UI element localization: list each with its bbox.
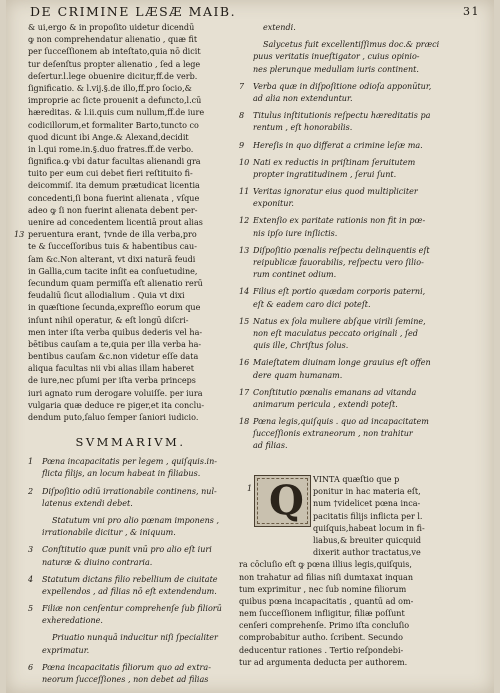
summary-line: ad filias. xyxy=(253,441,288,451)
body-text-line: in Gallia,cum tacite inſit ea conſuetudine, xyxy=(28,266,198,276)
summary-number: 17 xyxy=(239,387,250,397)
summary-line: dere quam humanam. xyxy=(253,370,343,380)
summary-number: 16 xyxy=(239,358,250,368)
summary-line: flicta filijs, an locum habeat in filiabus. xyxy=(42,469,201,479)
question-line: cenſeri comprehenſe. Primo iſta concluſio xyxy=(239,621,410,631)
body-text-line: concedenti,ſi bona fuerint alienata , vſque xyxy=(28,193,200,203)
summary-line: rentum , eſt honorabilis. xyxy=(253,123,353,133)
summary-line: puus veritatis inueſtigator , cuius opinio- xyxy=(253,52,420,62)
summary-line: quis ille, Chriſtus ſolus. xyxy=(253,341,349,351)
body-text-line: feudaliū ſicut allodialium . Quia vt dixi xyxy=(28,291,185,301)
summary-line: 15 Natus ex ſola muliere abſque virili ſemine, xyxy=(239,316,483,328)
summary-line: latenus extendi debet. xyxy=(42,498,133,508)
body-text-line: quod dicunt ibi Ange.& Alexand,decidit xyxy=(28,132,189,142)
question-line: num †videlicet pœna inca- xyxy=(313,499,421,509)
body-text-line: uenire ad concedentem licentiā prout alias xyxy=(28,218,203,227)
question-line: ponitur in hac materia eſt, xyxy=(313,487,421,497)
question-line: liabus,& breuiter quicquid xyxy=(313,535,422,545)
summary-number: 3 xyxy=(28,545,34,555)
body-text-line: ſecundum quam permiſſa eſt alienatio rerū xyxy=(28,278,203,288)
summary-line: 12 Extenſio ex paritate rationis non fit in pœ- xyxy=(239,215,483,227)
body-text-line: & ui,ergo & in propoſito uidetur dicendū xyxy=(28,23,195,32)
summary-line: propter ingratitudinem , ſerui ſunt. xyxy=(253,169,397,179)
body-text-line: vulgaria quæ deduce re piger,et ita conclu- xyxy=(28,400,205,410)
body-text-line: aliqua facultas nii vbi alias illam haberet xyxy=(28,364,194,374)
summary-line: 16 Maieſtatem diuinam longe grauius eſt offen xyxy=(239,357,483,369)
summary-line: 7 Verba quæ in diſpoſitione odioſa apponūtur, xyxy=(239,81,483,93)
summary-number: 11 xyxy=(239,187,250,197)
summary-number: 2 xyxy=(28,486,34,496)
summary-number: 7 xyxy=(239,81,245,91)
right-column xyxy=(239,22,483,458)
summary-line: 1 Pœna incapacitatis per legem , quiſquis.in- xyxy=(28,456,233,468)
summary-number: 10 xyxy=(239,157,250,167)
body-text-line: ſignifica.ꝙ vbi datur facultas alienandi gra xyxy=(28,157,201,167)
body-text-line: ſignificatio. & l.vij.§.de illo,ff.pro ſocio,& xyxy=(28,83,192,93)
body-text-line: te & ſucceſſoribus tuis & habentibus cau- xyxy=(28,242,197,252)
page-number: 31 xyxy=(463,5,480,18)
body-text-line: iuri agnato rum derogare voluiſſe. per iura xyxy=(28,388,203,398)
question-line: tur ad argumenta deducta per authorem. xyxy=(239,657,408,667)
question-text xyxy=(239,474,483,669)
margin-number: 13 xyxy=(14,230,25,240)
question-line: quibus pœna incapacitatis , quantū ad om- xyxy=(239,596,414,606)
body-text-line: in quæſtione ſecunda,expreſſio eorum que xyxy=(28,303,201,313)
summary-number: 6 xyxy=(28,662,34,672)
initial-letter: Q xyxy=(269,477,304,524)
question-line: quiſquis,habeat locum in fi- xyxy=(313,523,425,533)
body-text-line: 13 peruentura erant, †vnde de illa verba,pro xyxy=(28,229,233,241)
summary-number: 9 xyxy=(239,140,245,150)
body-text-line: improprie ac ſicte prouenit a defuncto,l.cū xyxy=(28,96,202,106)
summary-line: nis ipſo iure inſlictis. xyxy=(253,228,338,238)
question-line: tum exprimitur , nec ſub nomine filiorum xyxy=(239,584,407,594)
question-line: non trahatur ad filias niſi dumtaxat inquan xyxy=(239,572,414,582)
summary-number: 13 xyxy=(239,245,250,255)
body-text-line: bentibus cauſam &c.non videtur eſſe data xyxy=(28,352,199,362)
summary-line: neorum ſucceſſiones , non debet ad filias xyxy=(42,675,209,684)
summary-line: 17 Conſtitutio pœnalis emanans ad vitanda xyxy=(239,387,483,399)
item-gap xyxy=(28,686,233,691)
summary-line: 13 Diſpoſitio pœnalis reſpectu delinquentis eſt xyxy=(239,245,483,257)
summary-line: 8 Titulus inſtitutionis reſpectu hæreditatis pa xyxy=(239,110,483,122)
summary-number: 1 xyxy=(28,457,34,467)
summary-number: 15 xyxy=(239,316,250,326)
summary-line: animarum pericula , extendi poteſt. xyxy=(253,399,398,409)
question-line: pacitatis filijs inflicta per l. xyxy=(313,511,423,521)
summary-line: 14 Filius eſt portio quædam corporis paterni, xyxy=(239,286,483,298)
summary-line: Priuatio nunquā inducitur niſi ſpecialiter xyxy=(52,633,218,643)
book-page xyxy=(6,0,494,693)
summary-line: 5 Filiæ non cenſentur comprehenſe ſub filiorū xyxy=(28,603,233,615)
summary-line: eſt & eadem caro dici poteſt. xyxy=(253,299,371,309)
page-header xyxy=(30,4,480,22)
body-text-line: tur deſenſtus propter alienatio , ſed a lege xyxy=(28,59,201,69)
body-text-line: tuito per eum cui debet fieri reſtituito fi- xyxy=(28,169,193,179)
body-text-line: deſertur.l.lege obuenire dicitur,ff.de verb. xyxy=(28,71,198,81)
body-text-line: de iure,nec pſumi per iſta verba princeps xyxy=(28,376,196,386)
summary-number: 12 xyxy=(239,216,250,226)
summary-line: ſucceſſionis extraneorum , non trahitur xyxy=(253,429,413,439)
question-line: ra cōcluſio eſt ꝙ pœna illius legis,quiſquis, xyxy=(239,560,412,570)
body-text-line: in l.qui rome.in.§.duo fratres.ff.de verbo. xyxy=(28,144,194,154)
body-text-line: hæreditas. & l.ii.quis cum nullum,ff.de iure xyxy=(28,108,205,118)
summary-line: naturæ & diuino contraria. xyxy=(42,557,153,567)
summary-number: 8 xyxy=(239,111,245,121)
summary-line: irrationabile dicitur , & iniquum. xyxy=(42,528,176,538)
summary-line: 4 Statutum dictans filio rebellium de ciuitate xyxy=(28,574,233,586)
summary-line: exheredatione. xyxy=(42,616,103,626)
question-line: deducentur rationes . Tertio reſpondebi- xyxy=(239,645,404,655)
summary-line: 6 Pœna incapacitatis filiorum quo ad extra- xyxy=(28,662,233,674)
summary-line: expellendos , ad filias nō eſt extendendum. xyxy=(42,586,217,596)
question-line: nem ſucceſſionem infligitur, filiæ poſſunt xyxy=(239,609,405,619)
body-text-line: ꝙ non comprehendatur alienatio , quæ fit xyxy=(28,35,198,45)
body-text-line: dendum puto,ſaluo ſemper ſaniori iudicio. xyxy=(28,413,199,422)
summary-line: 11 Veritas ignoratur eius quod multipliciter xyxy=(239,186,483,198)
summary-line: 3 Conſtitutio quæ punit vnū pro alio eſt iuri xyxy=(28,544,233,556)
summary-line: exprimatur. xyxy=(42,645,90,655)
summary-line: extendi. xyxy=(263,23,296,32)
summary-line: nes plerunque medullam iuris continent. xyxy=(253,64,419,74)
body-text-line: codicillorum,et formaliter Barto,tuncto co xyxy=(28,120,199,130)
body-text-line: inſunt nihil operatur, & eſt longū diſcri- xyxy=(28,315,189,325)
summary-number: 14 xyxy=(239,287,250,297)
body-text-line: per ſucceſſionem ab inteſtato,quia nō dicit xyxy=(28,47,201,57)
question-line: comprobabitur autho. ſcribent. Secundo xyxy=(239,633,404,643)
body-text-line: bētibus cauſam a te,quia per illa verba ha- xyxy=(28,339,202,349)
summary-line: 18 Pœna legis,quiſquis . quo ad incapacitatem xyxy=(239,416,483,428)
summary-number: 5 xyxy=(28,604,34,614)
summary-line: 2 Diſpoſitio odiū irrationabile continens, nul- xyxy=(28,486,233,498)
summary-line: non eſt maculatus peccato originali , ſed xyxy=(253,328,418,338)
summary-line: Salycetus fuit excellentiſſimus doc.& præci xyxy=(263,40,440,50)
summary-line: Statutum vni pro alio pœnam imponens , xyxy=(52,515,220,525)
summary-line: exponitur. xyxy=(253,199,294,209)
body-text-line: deicommiſ. ita demum prætudicat licentia xyxy=(28,181,200,191)
summarium-heading: SVMMARIVM. xyxy=(75,435,186,450)
summary-line: ad alia non extenduntur. xyxy=(253,93,353,103)
summary-line: reipublicæ fauorabilis, reſpectu vero ſilio- xyxy=(253,258,424,267)
summary-number: 18 xyxy=(239,417,250,427)
body-text-line: men inter iſta verba quibus dederis vel ha- xyxy=(28,327,203,337)
summary-line: 9 Hereſis in quo differat a crimine leſæ ma. xyxy=(239,140,483,152)
item-gap xyxy=(239,453,483,458)
summary-number: 4 xyxy=(28,574,34,584)
summary-line: rum continet odium. xyxy=(253,270,337,280)
summary-line: 10 Nati ex reductis in priſtinam ſeruitutem xyxy=(239,157,483,169)
left-column xyxy=(14,22,233,691)
question-margin-number: 1 xyxy=(247,484,253,493)
running-title: DE CRIMINE LÆSÆ MAIB. xyxy=(30,4,237,19)
question-line: dixerit author tractatus,ve xyxy=(313,548,421,558)
question-line: VINTA quæſtio que p xyxy=(313,475,400,484)
body-text-line: adeo ꝙ ſi non fuerint alienata debent per- xyxy=(28,205,198,215)
body-text-line: ſam &c.Non alterant, vt dixi naturā feudi xyxy=(28,254,196,264)
